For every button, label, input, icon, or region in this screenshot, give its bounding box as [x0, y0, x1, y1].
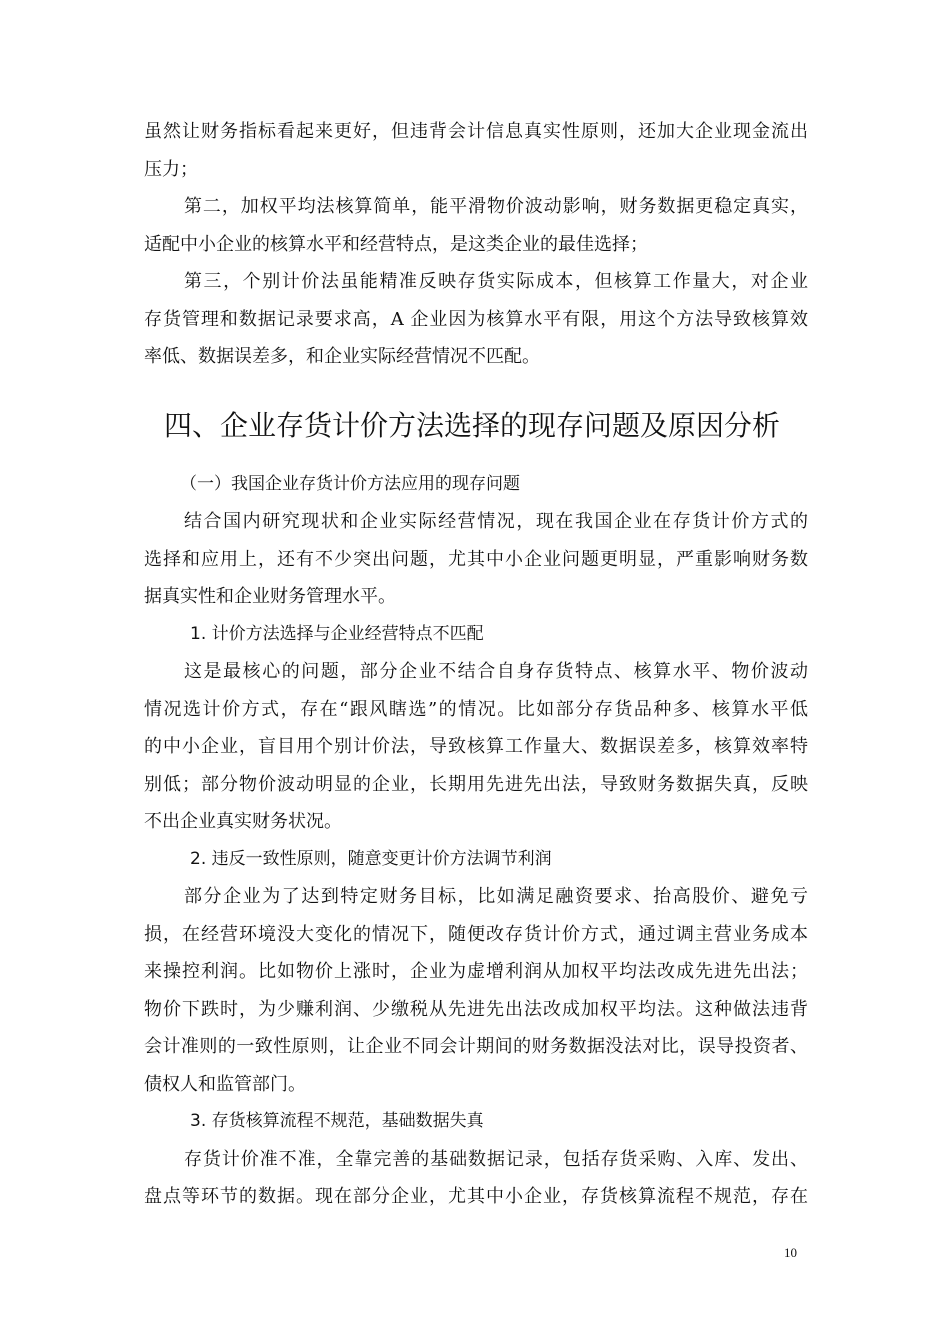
paragraph-line: 存货计价准不准，全靠完善的基础数据记录，包括存货采购、入库、发出、	[184, 1148, 808, 1170]
paragraph-line: 情况选计价方式，存在“跟风瞎选”的情况。比如部分存货品种多、核算水平低	[144, 698, 808, 720]
paragraph-line: 部分企业为了达到特定财务目标，比如满足融资要求、抬高股价、避免亏	[184, 886, 808, 907]
page-body	[144, 113, 808, 1216]
paragraph-line: 第二，加权平均法核算简单，能平滑物价波动影响，财务数据更稳定真实，	[184, 196, 808, 217]
paragraph-line: 存货管理和数据记录要求高，A 企业因为核算水平有限，用这个方法导致核算效	[144, 308, 808, 330]
paragraph-line: 压力；	[144, 158, 198, 180]
paragraph-line: 的中小企业，盲目用个别计价法，导致核算工作量大、数据误差多，核算效率特	[144, 736, 808, 757]
paragraph-line: 来操控利润。比如物价上涨时，企业为虚增利润从加权平均法改成先进先出法；	[144, 961, 808, 982]
paragraph-line: 不出企业真实财务状况。	[144, 811, 342, 832]
paragraph-line: 会计准则的一致性原则，让企业不同会计期间的财务数据没法对比，误导投资者、	[144, 1036, 808, 1057]
issue-heading: 3. 存货核算流程不规范，基础数据失真	[190, 1111, 484, 1131]
subsection-heading: （一）我国企业存货计价方法应用的现存问题	[180, 473, 520, 494]
issue-heading: 1. 计价方法选择与企业经营特点不匹配	[190, 623, 484, 644]
paragraph-line: 盘点等环节的数据。现在部分企业，尤其中小企业，存货核算流程不规范，存在	[144, 1186, 808, 1207]
paragraph-line: 率低、数据误差多，和企业实际经营情况不匹配。	[144, 346, 540, 367]
paragraph-line: 第三，个别计价法虽能精准反映存货实际成本，但核算工作量大，对企业	[184, 271, 808, 292]
paragraph-line: 据真实性和企业财务管理水平。	[144, 586, 396, 607]
paragraph-line: 损，在经营环境没大变化的情况下，随便改存货计价方式，通过调主营业务成本	[144, 923, 808, 945]
issue-heading: 2. 违反一致性原则，随意变更计价方法调节利润	[190, 848, 552, 869]
chapter-heading: 四、企业存货计价方法选择的现存问题及原因分析	[164, 408, 781, 442]
paragraph-line: 适配中小企业的核算水平和经营特点，是这类企业的最佳选择；	[144, 233, 648, 255]
paragraph-line: 这是最核心的问题，部分企业不结合自身存货特点、核算水平、物价波动	[184, 661, 808, 682]
paragraph-line: 虽然让财务指标看起来更好，但违背会计信息真实性原则，还加大企业现金流出	[144, 121, 808, 142]
paragraph-line: 结合国内研究现状和企业实际经营情况，现在我国企业在存货计价方式的	[184, 511, 808, 532]
paragraph-line: 选择和应用上，还有不少突出问题，尤其中小企业问题更明显，严重影响财务数	[144, 548, 808, 570]
page-number: 10	[784, 1245, 797, 1260]
paragraph-line: 物价下跌时，为少赚利润、少缴税从先进先出法改成加权平均法。这种做法违背	[144, 998, 808, 1020]
paragraph-line: 债权人和监管部门。	[144, 1073, 306, 1095]
paragraph-line: 别低；部分物价波动明显的企业，长期用先进先出法，导致财务数据失真，反映	[144, 773, 808, 795]
